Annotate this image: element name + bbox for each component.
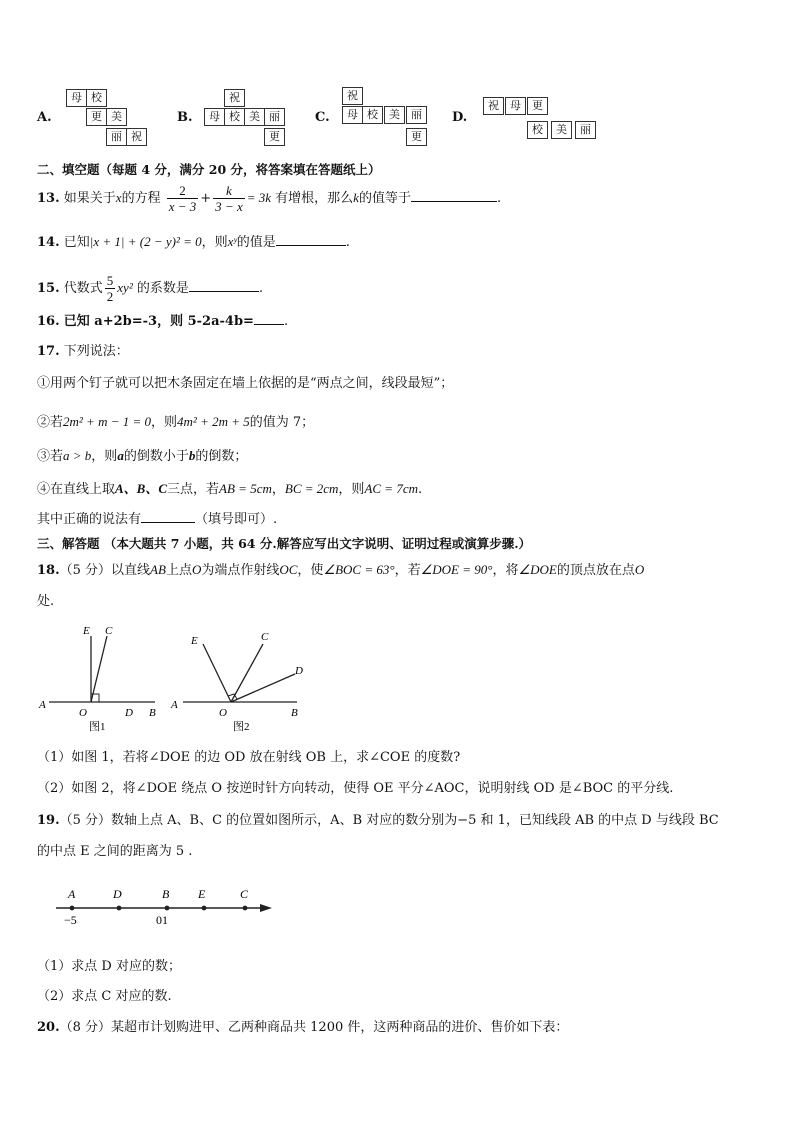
- q13-text: 的值等于: [358, 191, 411, 206]
- net-cell: 更: [406, 128, 427, 146]
- var-b: b: [188, 448, 196, 463]
- q17-number: 17.: [37, 344, 60, 359]
- q15-expression: xy²: [117, 280, 133, 295]
- svg-text:D: D: [295, 665, 303, 677]
- section-2-heading: 二、填空题（每题 4 分，满分 20 分，将答案填在答题纸上）: [37, 162, 381, 177]
- angle-doe: ∠DOE = 90°: [420, 562, 493, 577]
- point-label: A: [68, 887, 76, 901]
- option-a-label: A.: [37, 110, 52, 125]
- text: ，使: [297, 563, 324, 578]
- q17-answer-blank[interactable]: [141, 510, 195, 523]
- net-cell: 母: [505, 97, 526, 115]
- net-cell: 丽: [106, 128, 127, 146]
- q18-points: （5 分）: [59, 563, 112, 578]
- point-label: D: [113, 887, 122, 901]
- text: 的顶点放在点: [556, 563, 635, 578]
- denominator: 3 − x: [215, 199, 243, 214]
- text: ④在直线上取: [37, 482, 116, 497]
- figure-2-caption: 图2: [233, 721, 250, 733]
- q19-number-line: [50, 880, 280, 930]
- q16-answer-blank[interactable]: [254, 312, 284, 325]
- q18-line-2: 处.: [37, 594, 55, 609]
- option-b-label: B.: [177, 110, 193, 125]
- period: .: [417, 482, 423, 497]
- net-cell: 祝: [483, 97, 504, 115]
- q14-expression: |x + 1| + (2 − y)² = 0: [89, 234, 202, 249]
- q18-figures: [37, 618, 327, 736]
- line-ab: AB: [150, 562, 166, 577]
- net-cell: 校: [362, 106, 383, 124]
- question-18: [37, 561, 644, 580]
- period: .: [258, 281, 264, 296]
- svg-text:A: A: [171, 699, 178, 711]
- point-o: O: [634, 562, 645, 577]
- svg-text:B: B: [291, 707, 298, 719]
- q19-subquestion-1: （1）求点 D 对应的数；: [37, 959, 181, 974]
- text: 的倒数小于: [123, 449, 189, 464]
- q17-statement-4: [37, 480, 422, 499]
- equation: BC = 2cm: [284, 481, 339, 496]
- q13-fraction-1: [167, 183, 199, 214]
- q13-number: 13.: [37, 191, 60, 206]
- figure-2: [170, 631, 303, 733]
- angle-doe: ∠DOE: [518, 562, 557, 577]
- q19-subquestion-2: （2）求点 C 对应的数.: [37, 989, 172, 1004]
- q20-number: 20.: [37, 1020, 60, 1035]
- numerator: 5: [106, 273, 114, 288]
- net-cell: 丽: [406, 106, 427, 124]
- text: ，: [271, 482, 285, 497]
- section-3-heading: 三、解答题 （本大题共 7 小题，共 64 分.解答应写出文字说明、证明过程或演算步骤.）: [37, 536, 532, 551]
- net-cell: 校: [224, 108, 245, 126]
- net-cell: 美: [106, 108, 127, 126]
- points: A、B、C: [115, 481, 168, 496]
- q17-statement-1: ①用两个钉子就可以把木条固定在墙上依据的是“两点之间，线段最短”；: [37, 376, 454, 391]
- q19-points: （5 分）: [59, 813, 112, 828]
- question-14: [37, 233, 350, 252]
- ray-oc: OC: [279, 562, 298, 577]
- q13-var-x: x: [115, 190, 122, 205]
- text: 以直线: [111, 563, 151, 578]
- period: .: [283, 314, 289, 329]
- q15-answer-blank[interactable]: [189, 279, 259, 292]
- plus-sign: +: [200, 191, 212, 206]
- net-cell: 母: [66, 89, 87, 107]
- question-16: [37, 312, 288, 331]
- net-cell: 美: [244, 108, 265, 126]
- text: 三点，若: [167, 482, 220, 497]
- q14-number: 14.: [37, 235, 60, 250]
- tick-label: −5: [64, 913, 77, 927]
- text: 的值为 7；: [249, 415, 315, 430]
- text: ②若: [37, 415, 64, 430]
- q14-text: 已知: [63, 235, 90, 250]
- q18-subquestion-1: （1）如图 1，若将∠DOE 的边 OD 放在射线 OB 上，求∠COE 的度数?: [37, 750, 461, 765]
- figure-1-caption: 图1: [89, 721, 106, 733]
- q17-answer: [37, 510, 277, 529]
- option-c-label: C.: [315, 110, 330, 125]
- q13-fraction-2: [213, 183, 245, 214]
- net-cell: 校: [86, 89, 107, 107]
- denominator: x − 3: [168, 199, 197, 214]
- q19-number: 19.: [37, 813, 60, 828]
- figure-1: [38, 625, 156, 733]
- q13-equation: = 3k: [246, 190, 272, 205]
- net-cell: 祝: [224, 89, 245, 107]
- q19-line-2: 的中点 E 之间的距离为 5 .: [37, 844, 193, 859]
- tick-label: 01: [156, 913, 168, 927]
- svg-text:D: D: [125, 707, 133, 719]
- text: 其中正确的说法有: [37, 512, 142, 527]
- text: （填号即可）.: [195, 512, 278, 527]
- text: 为端点作射线: [201, 563, 280, 578]
- svg-text:E: E: [83, 625, 90, 637]
- net-cell: 母: [204, 108, 225, 126]
- q13-text: 如果关于: [63, 191, 116, 206]
- period: .: [496, 191, 502, 206]
- question-13: [37, 183, 501, 214]
- numerator: 2: [179, 183, 186, 198]
- inequality: a > b: [63, 448, 92, 463]
- q15-fraction: [105, 273, 116, 304]
- q15-text: 代数式: [63, 281, 103, 296]
- point-label: B: [162, 887, 170, 901]
- q15-text: 的系数是: [136, 281, 189, 296]
- net-cell: 祝: [126, 128, 147, 146]
- point-label: E: [198, 887, 206, 901]
- q18-number: 18.: [37, 563, 60, 578]
- point-o: O: [191, 562, 202, 577]
- net-cell: 更: [86, 108, 107, 126]
- svg-text:O: O: [79, 707, 87, 719]
- q20-points: （8 分）: [59, 1020, 112, 1035]
- text: ，若: [394, 563, 421, 578]
- text: ③若: [37, 449, 64, 464]
- q16-number: 16.: [37, 314, 60, 329]
- q17-statement-2: [37, 413, 314, 432]
- net-cell: 美: [384, 106, 405, 124]
- question-20: [37, 1019, 568, 1037]
- equation: 2m² + m − 1 = 0: [63, 414, 152, 429]
- text: 某超市计划购进甲、乙两种商品共 1200 件，这两种商品的进价、售价如下表：: [111, 1020, 569, 1035]
- text: ，将: [492, 563, 519, 578]
- q13-var-k: k: [353, 190, 359, 205]
- denominator: 2: [106, 289, 114, 304]
- text: ，则: [151, 415, 178, 430]
- option-d-label: D.: [452, 110, 468, 125]
- period: .: [345, 235, 350, 250]
- equation: AB = 5cm: [219, 481, 272, 496]
- q13-text: 有增根，那么: [275, 191, 354, 206]
- question-19: [37, 812, 719, 830]
- text: 数轴上点 A、B、C 的位置如图所示，A、B 对应的数分别为−5 和 1，已知线段 AB 的中点 D 与线段 BC: [111, 813, 719, 828]
- text: 上点: [165, 563, 192, 578]
- q14-text: 的值是: [236, 235, 276, 250]
- q14-text: ，则: [201, 235, 228, 250]
- q18-subquestion-2: （2）如图 2，将∠DOE 绕点 O 按逆时针方向转动，使得 OE 平分∠AOC，说明射线 OD 是∠BOC 的平分线.: [37, 781, 674, 796]
- net-cell: 美: [551, 121, 572, 139]
- point-label: C: [240, 887, 249, 901]
- text: 的倒数；: [195, 449, 248, 464]
- svg-text:E: E: [191, 635, 198, 647]
- svg-text:B: B: [149, 707, 156, 719]
- text: ，则: [338, 482, 365, 497]
- angle-boc: ∠BOC = 63°: [323, 562, 395, 577]
- net-cell: 更: [527, 97, 548, 115]
- q13-answer-blank[interactable]: [411, 189, 497, 202]
- net-cell: 祝: [342, 87, 363, 105]
- q14-power: xʸ: [227, 234, 237, 249]
- q16-text: 已知 a+2b=-3，则 5-2a-4b=: [63, 314, 254, 329]
- question-17: [37, 343, 129, 361]
- expression: 4m² + 2m + 5: [177, 414, 250, 429]
- net-cell: 母: [342, 106, 363, 124]
- equation: AC = 7cm: [364, 481, 418, 496]
- q17-title: 下列说法：: [63, 344, 129, 359]
- var-a: a: [117, 448, 124, 463]
- q14-answer-blank[interactable]: [276, 233, 346, 246]
- question-15: [37, 273, 263, 304]
- svg-text:C: C: [105, 625, 113, 637]
- q15-number: 15.: [37, 281, 60, 296]
- numerator: k: [226, 183, 232, 198]
- net-cell: 丽: [264, 108, 285, 126]
- svg-text:O: O: [219, 707, 227, 719]
- svg-text:A: A: [39, 699, 46, 711]
- q17-statement-3: [37, 447, 247, 466]
- net-cell: 更: [264, 128, 285, 146]
- net-cell: 丽: [575, 121, 596, 139]
- net-cell: 校: [527, 121, 548, 139]
- svg-text:C: C: [261, 631, 269, 643]
- q13-text: 的方程: [121, 191, 161, 206]
- text: ，则: [91, 449, 118, 464]
